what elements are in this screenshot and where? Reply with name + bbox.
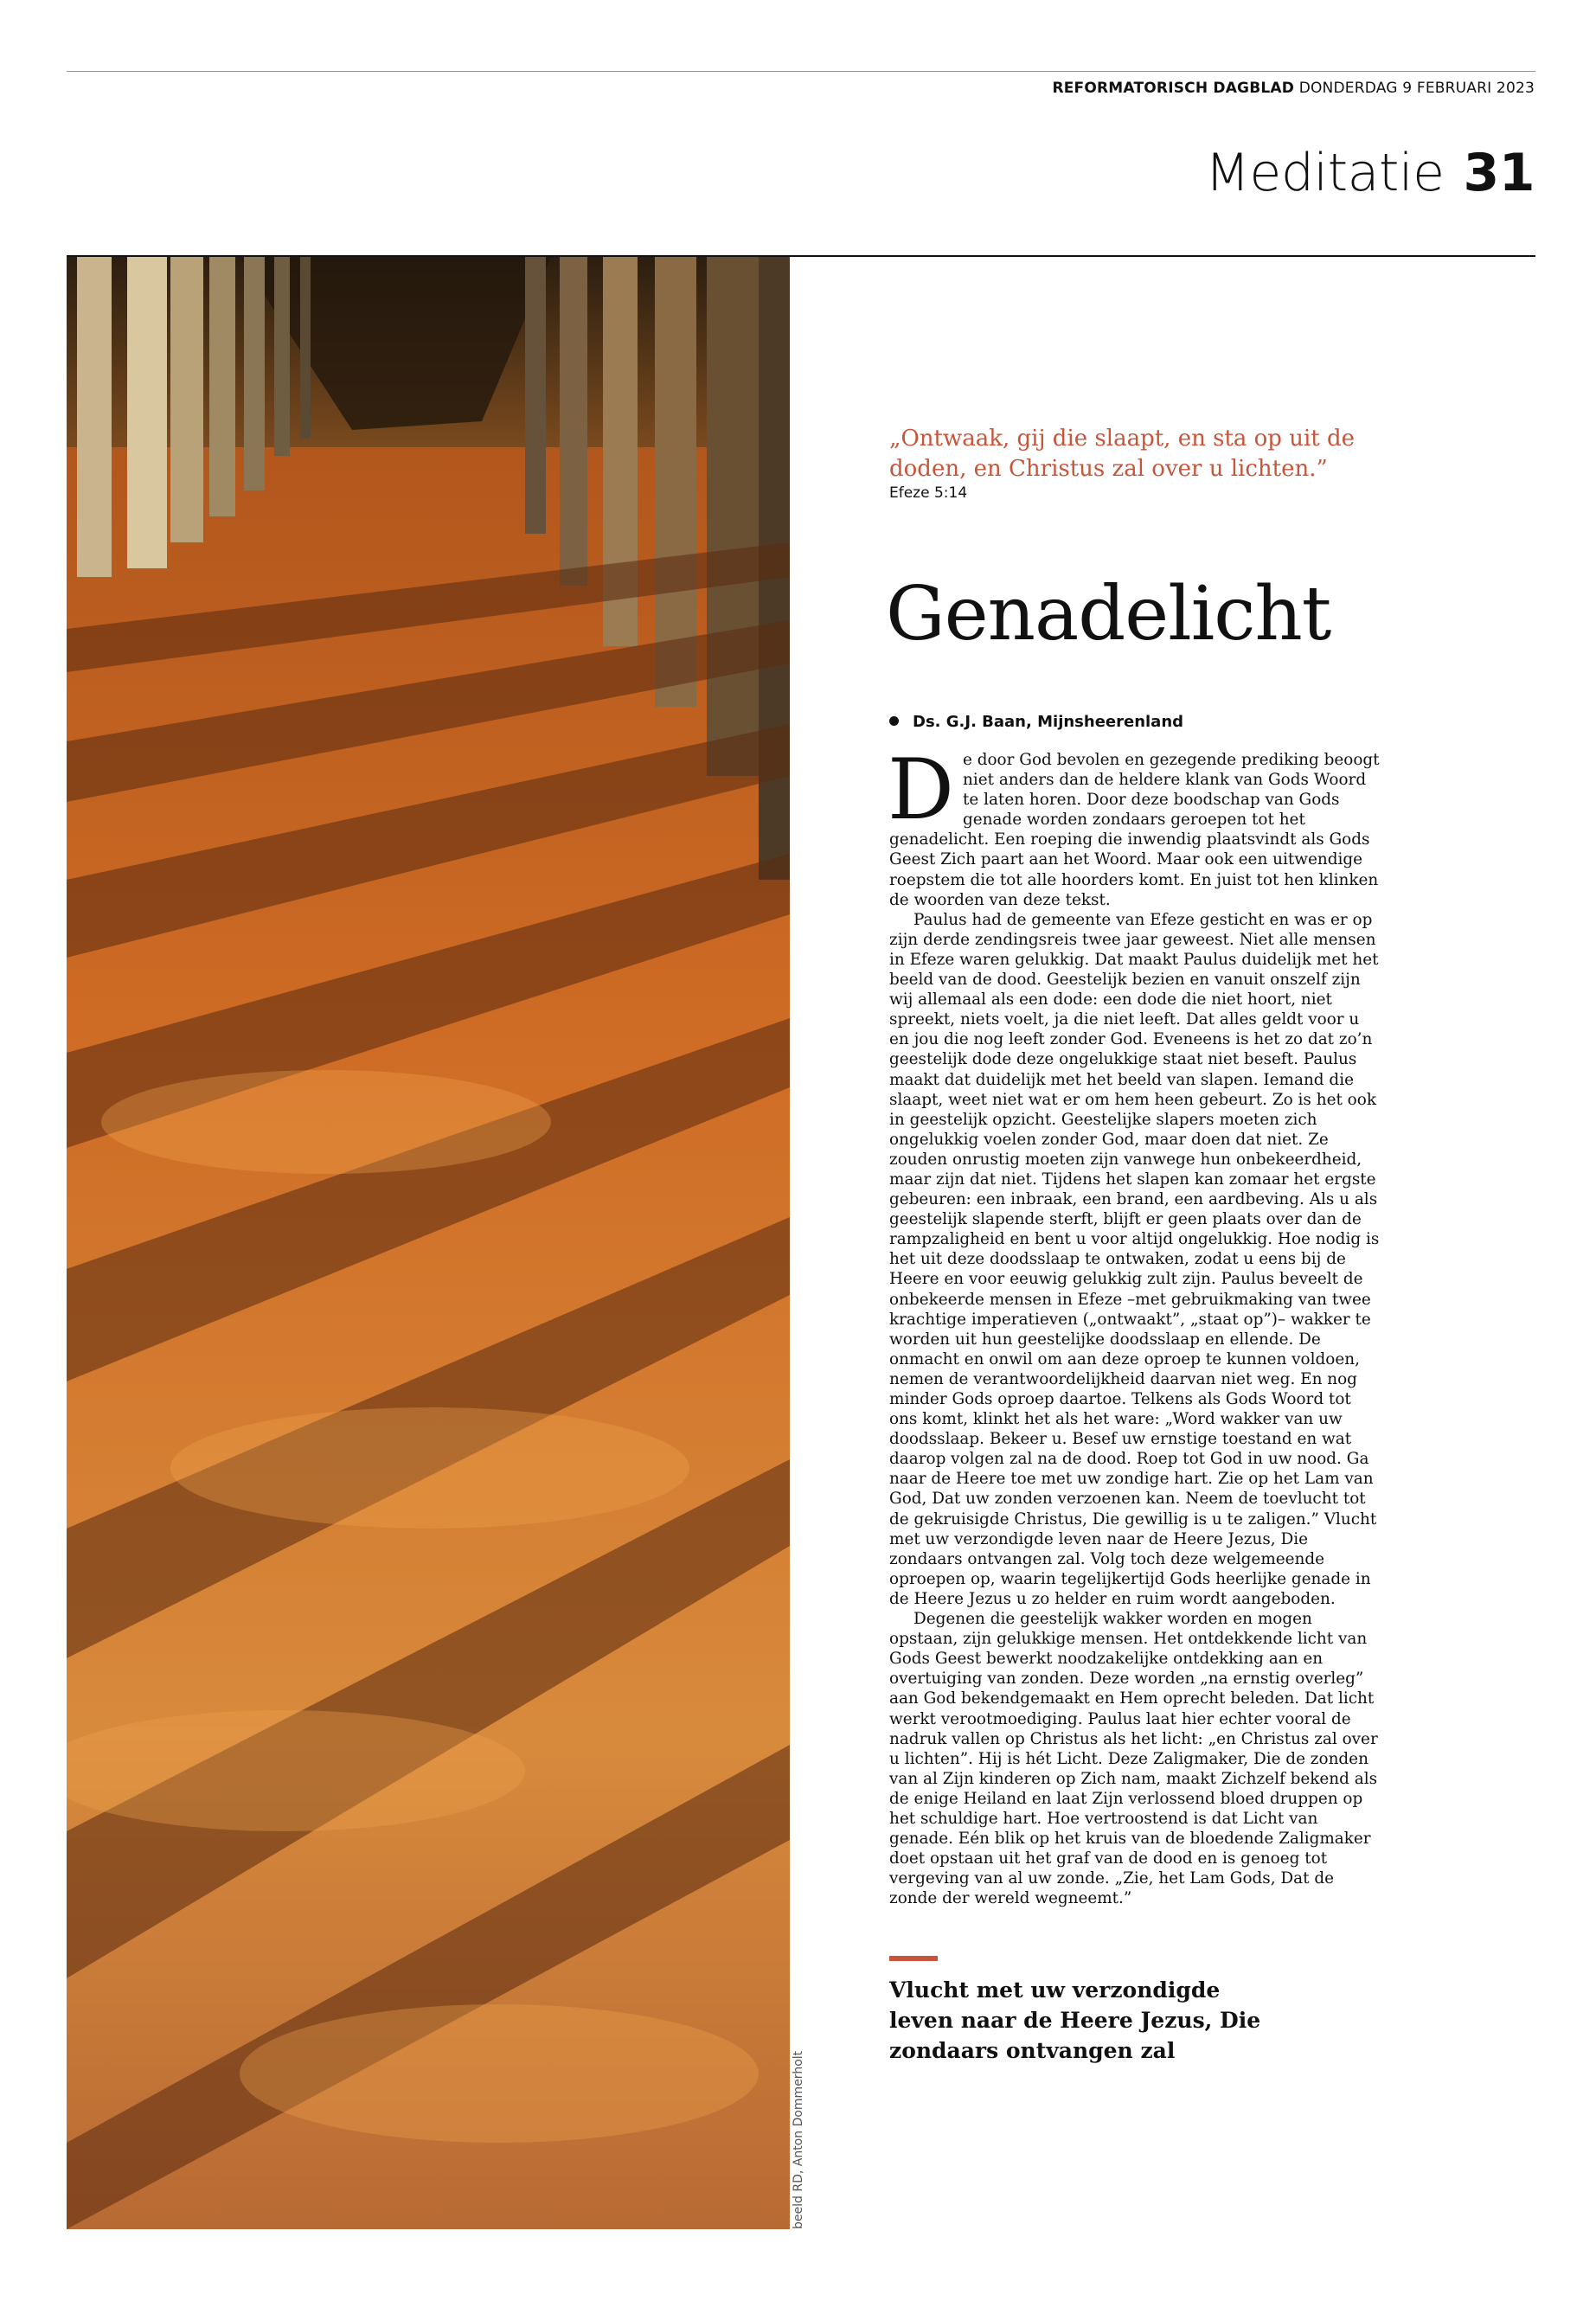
bible-reference: Efeze 5:14: [889, 484, 968, 502]
pullquote: Vlucht met uw verzondigde leven naar de Heere Jezus, Die zondaars ontvangen zal: [889, 1977, 1261, 2063]
article-paragraph-2: Paulus had de gemeente van Efeze gesticht en was er op zijn derde zendingsreis twee jaar geweest. Niet alle mensen in Efeze waren gelukkig. Dat maakt Paulus duidelijk met het beeld van de dood. Geestelijk bezien en vanuit onszelf zijn wij allemaal als een dode: een dode die niet hoort, niet spreekt, niets voelt, ja die niet leeft. Dat alles geldt voor u en jou die nog leeft zonder God. Eveneens is het zo dat zo’n geestelijk dode deze ongelukkige staat niet beseft. Paulus maakt dat duidelijk met het beeld van slapen. Iemand die slaapt, weet niet wat er om hem heen gebeurt. Zo is het ook in geestelijk opzicht. Geestelijke slapers moeten zich ongelukkig voelen zonder God, maar doen dat niet. Ze zouden onrustig moeten zijn vanwege hun onbekeerdheid, maar zijn dat niet. Tijdens het slapen kan zomaar het ergste gebeuren: een inbraak, een brand, een aardbeving. Als u als geestelijk slapende sterft, blijft er geen plaats over dan de rampzaligheid en bent u voor altijd ongelukkig. Hoe nodig is het uit deze doodsslaap te ontwaken, zodat u eens bij de Heere en voor eeuwig gelukkig zult zijn. Paulus beveelt de onbekeerde mensen in Efeze –met gebruikmaking van twee krachtige imperatieven („ontwaakt”, „staat op”)– wakker te worden uit hun geestelijke doodsslaap en ellende. De onmacht en onwil om aan deze oproep te kunnen voldoen, nemen de verantwoordelijkheid daarvan niet weg. En nog minder Gods oproep daartoe. Telkens als Gods Woord tot ons komt, klinkt het als het ware: „Word wakker van uw doodsslaap. Bekeer u. Besef uw ernstige toestand en wat daarop volgen zal na de dood. Roep tot God in uw nood. Ga naar de Heere toe met uw zondige hart. Zie op het Lam van God, Dat uw zonden verzoenen kan. Neem de toevlucht tot de gekruisigde Christus, Die gewillig is u te zaligen.” Vlucht met uw verzondigde leven naar de Heere Jezus, Die zondaars ontvangen zal. Volg toch deze welgemeende oproepen op, waarin tegelijkertijd Gods heerlijke genade in de Heere Jezus u zo helder en ruim wordt aangeboden.: [889, 910, 1380, 1608]
article-paragraph-1: [888, 741, 1380, 910]
photo-credit: beeld RD, Anton Dommerholt: [792, 2050, 805, 2229]
bible-quote: „Ontwaak, gij die slaapt, en sta op uit de doden, en Christus zal over u lichten.”: [889, 426, 1356, 482]
article-paragraph-3: Degenen die geestelijk wakker worden en mogen opstaan, zijn gelukkige mensen. Het ontdekkende licht van Gods Geest bewerkt noodzakelijke ontdekking aan en overtuiging van zonden. Deze worden „na ernstig overleg” aan God bekendgemaakt en Hem oprecht beleden. Dat licht werkt verootmoediging. Paulus laat hier echter vooral de nadruk vallen op Christus als het licht: „en Christus zal over u lichten”. Hij is hét Licht. Deze Zaligmaker, Die de zonden van al Zijn kinderen op Zich nam, maakt Zichzelf bekend als de enige Heiland en laat Zijn verlossend bloed druppen op het schuldige hart. Hoe vertroostend is dat Licht van genade. Eén blik op het kruis van de bloedende Zaligmaker doet opstaan uit het graf van de dood en is genoeg tot vergeving van al uw zonde. „Zie, het Lam Gods, Dat de zonde der wereld wegneemt.”: [889, 1610, 1378, 1908]
autumn-forest-lane-photo: [67, 257, 790, 2229]
article-body: [888, 741, 1380, 1908]
pullquote-accent-bar: [889, 1956, 938, 1961]
author-byline: [889, 713, 1183, 731]
masthead-paper: REFORMATORISCH DAGBLAD: [1052, 80, 1295, 97]
paragraph-1-text: e door God bevolen en gezegende prediking beoogt niet anders dan de heldere klank van Gods Woord te laten horen. Door deze boodschap van Gods genade worden zondaars geroepen tot het genadelicht. Een roeping die inwendig plaatsvindt als Gods Geest Zich paart aan het Woord. Maar ook een uitwendige roepstem die tot alle hoorders komt. En juist tot hen klinken de woorden van deze tekst.: [889, 751, 1380, 909]
dropcap: D: [888, 741, 954, 838]
section-name: Meditatie: [1205, 143, 1445, 203]
photo-illustration: [67, 257, 790, 2229]
page-number: 31: [1463, 143, 1535, 203]
section-heading: [1205, 143, 1535, 203]
article-headline: Genadelicht: [886, 571, 1331, 657]
bullet-icon: [889, 716, 899, 726]
masthead-date: DONDERDAG 9 FEBRUARI 2023: [1298, 80, 1535, 97]
top-rule: [67, 71, 1535, 72]
masthead: [1052, 80, 1535, 97]
author-name: Ds. G.J. Baan, Mijnsheerenland: [913, 713, 1184, 731]
